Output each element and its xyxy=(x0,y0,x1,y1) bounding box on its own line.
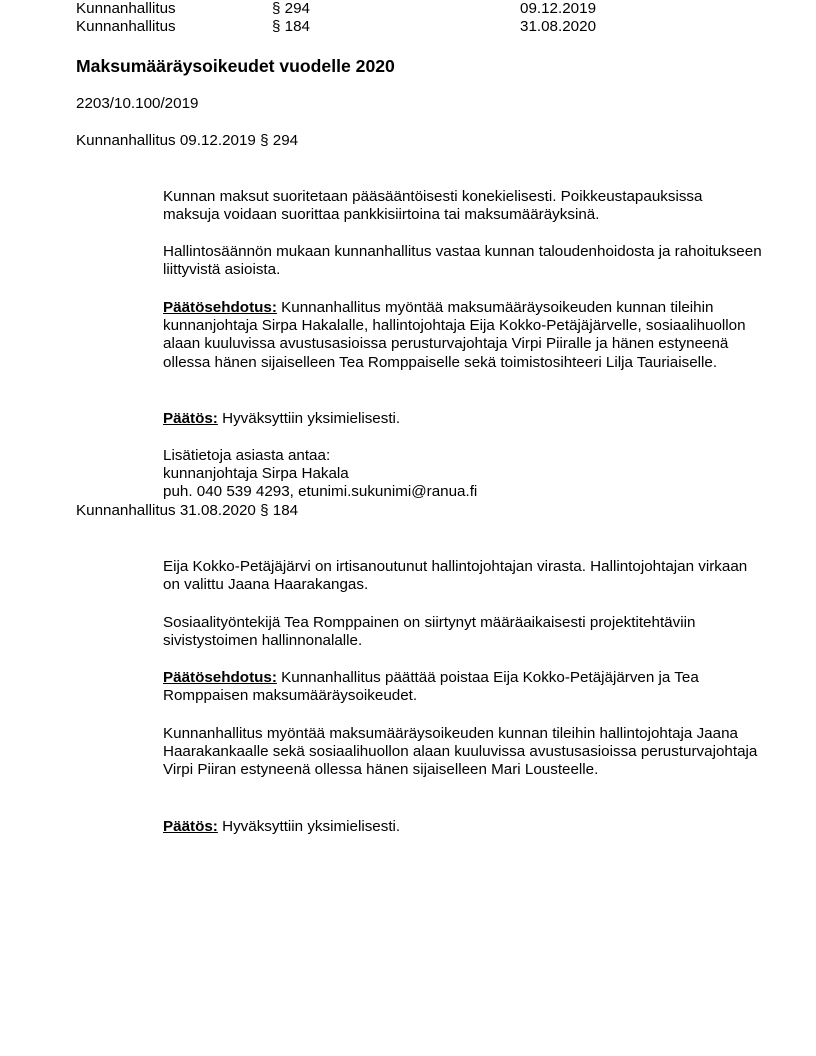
contact-line: puh. 040 539 4293, etunimi.sukunimi@ranua.fi xyxy=(163,483,478,501)
contact-info xyxy=(163,447,763,502)
decision xyxy=(163,410,763,428)
proposal-text: Kunnanhallitus myöntää maksumääräysoikeuden kunnan tileihin kunnanjohtaja Sirpa Hakalalle, hallintojohtaja Eija Kokko-Petäjäjärvelle, sosiaalihuollon alaan kuuluvissa avustusasioissa perusturvajohtaja Virpi Piiralle ja hänen estyneenä ollessa hänen sijaiselleen Tea Romppaiselle sekä toimistosihteeri Lilja Tauriaiselle. xyxy=(163,299,746,371)
paragraph-text: Kunnanhallitus myöntää maksumääräysoikeuden kunnan tileihin hallintojohtaja Jaana Haarakankaalle sekä sosiaalihuollon alaan kuuluvissa avustusasioissa perusturvajohtaja Virpi Piiran estyneenä ollessa hänen sijaiselleen Mari Lousteelle. xyxy=(163,725,758,779)
paragraph xyxy=(163,558,763,594)
decision xyxy=(163,818,763,836)
decision-text: Hyväksyttiin yksimielisesti. xyxy=(217,410,401,427)
history-section: § 294 xyxy=(272,0,311,17)
paragraph-text: Sosiaalityöntekijä Tea Romppainen on siirtynyt määräaikaisesti projektitehtäviin sivistystoimen hallinnonalalle. xyxy=(163,614,696,650)
proposal xyxy=(163,299,763,372)
paragraph-text: Kunnan maksut suoritetaan pääsääntöisesti konekielisesti. Poikkeustapauksissa maksuja voidaan suorittaa pankkisiirtoina tai maksumääräyksinä. xyxy=(163,188,703,224)
proposal-label: Päätösehdotus: xyxy=(163,669,277,686)
decision-text: Hyväksyttiin yksimielisesti. xyxy=(217,818,401,835)
paragraph xyxy=(163,725,763,780)
meeting-heading: Kunnanhallitus 09.12.2019 § 294 xyxy=(76,132,299,149)
history-section: § 184 xyxy=(272,18,311,35)
paragraph-text: Hallintosäännön mukaan kunnanhallitus vastaa kunnan taloudenhoidosta ja rahoitukseen liittyvistä asioista. xyxy=(163,243,762,279)
contact-line: Lisätietoja asiasta antaa: xyxy=(163,447,331,464)
history-date: 31.08.2020 xyxy=(520,18,597,35)
contact-line: kunnanjohtaja Sirpa Hakala xyxy=(163,465,349,483)
paragraph xyxy=(163,188,763,224)
document-title: Maksumääräysoikeudet vuodelle 2020 xyxy=(76,56,395,76)
paragraph xyxy=(163,243,763,279)
paragraph xyxy=(163,614,763,650)
history-date: 09.12.2019 xyxy=(520,0,597,17)
decision-label: Päätös: xyxy=(163,410,218,427)
proposal-label: Päätösehdotus: xyxy=(163,299,277,316)
proposal xyxy=(163,669,763,705)
history-body: Kunnanhallitus xyxy=(76,18,176,35)
diary-number: 2203/10.100/2019 xyxy=(76,95,199,112)
proposal-text: Kunnanhallitus päättää poistaa Eija Kokko-Petäjäjärven ja Tea Romppaisen maksumääräysoikeudet. xyxy=(163,669,699,705)
decision-label: Päätös: xyxy=(163,818,218,835)
meeting-heading: Kunnanhallitus 31.08.2020 § 184 xyxy=(76,502,299,519)
paragraph-text: Eija Kokko-Petäjäjärvi on irtisanoutunut hallintojohtajan virasta. Hallintojohtajan virkaan on valittu Jaana Haarakangas. xyxy=(163,558,748,594)
history-body: Kunnanhallitus xyxy=(76,0,176,17)
